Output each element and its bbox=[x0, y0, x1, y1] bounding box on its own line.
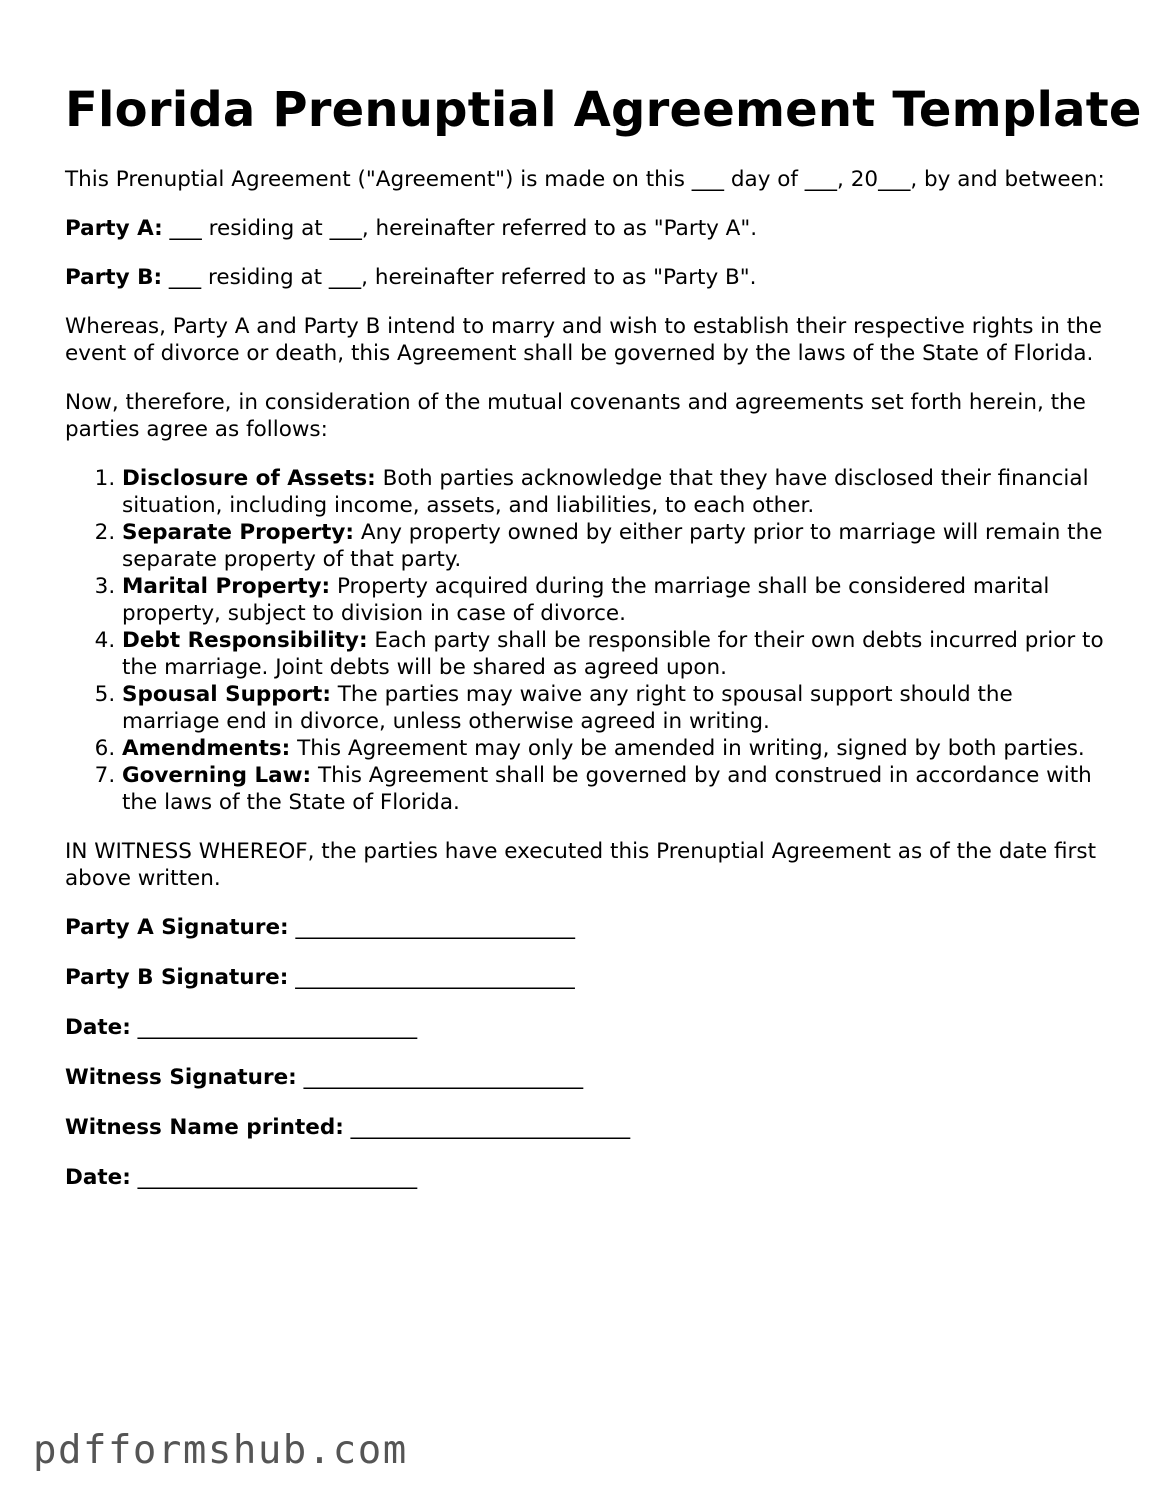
signature-label: Witness Name printed: bbox=[65, 1115, 344, 1140]
clause-title: Spousal Support: bbox=[122, 682, 331, 707]
party-a-line bbox=[65, 215, 1105, 242]
signature-label: Date: bbox=[65, 1165, 131, 1190]
clauses-list bbox=[65, 465, 1105, 816]
clause-text: This Agreement may only be amended in writing, signed by both parties. bbox=[290, 736, 1085, 761]
party-a-signature-line bbox=[65, 914, 1105, 941]
clause-item bbox=[122, 762, 1105, 816]
document-page bbox=[65, 80, 1142, 1214]
signature-blank[interactable]: __________________________ bbox=[130, 1015, 418, 1040]
party-b-text: ___ residing at ___, hereinafter referred to as "Party B". bbox=[162, 265, 757, 290]
clause-title: Disclosure of Assets: bbox=[122, 466, 376, 491]
signature-label: Date: bbox=[65, 1015, 131, 1040]
clause-text: This Agreement shall be governed by and construed in accordance with the laws of the State of Florida. bbox=[122, 763, 1092, 815]
clause-title: Debt Responsibility: bbox=[122, 628, 368, 653]
party-a-text: ___ residing at ___, hereinafter referred to as "Party A". bbox=[162, 216, 758, 241]
clause-title: Marital Property: bbox=[122, 574, 331, 599]
witness-clause: IN WITNESS WHEREOF, the parties have executed this Prenuptial Agreement as of the date first above written. bbox=[65, 839, 1097, 891]
signature-blank[interactable]: __________________________ bbox=[296, 1065, 584, 1090]
clause-text: Property acquired during the marriage shall be considered marital property, subject to division in case of divorce. bbox=[122, 574, 1050, 626]
clause-item bbox=[122, 465, 1105, 519]
party-a-label: Party A: bbox=[65, 216, 163, 241]
signature-blank[interactable]: __________________________ bbox=[288, 915, 575, 940]
clause-item bbox=[122, 519, 1105, 573]
signature-label: Party A Signature: bbox=[65, 915, 289, 940]
party-b-signature-line bbox=[65, 964, 1105, 991]
intro-paragraph: This Prenuptial Agreement ("Agreement") is made on this ___ day of ___, 20___, by and between: bbox=[65, 167, 1105, 192]
witness-name-line bbox=[65, 1114, 1105, 1141]
party-b-label: Party B: bbox=[65, 265, 163, 290]
now-therefore-paragraph: Now, therefore, in consideration of the mutual covenants and agreements set forth herein, the parties agree as follows: bbox=[65, 390, 1086, 442]
clause-text: Each party shall be responsible for their own debts incurred prior to the marriage. Joint debts will be shared as agreed upon. bbox=[122, 628, 1104, 680]
signature-blank[interactable]: __________________________ bbox=[343, 1115, 631, 1140]
witness-signature-line bbox=[65, 1064, 1105, 1091]
clause-text: Any property owned by either party prior to marriage will remain the separate property of that party. bbox=[122, 520, 1103, 572]
date-line bbox=[65, 1014, 1105, 1041]
whereas-paragraph: Whereas, Party A and Party B intend to marry and wish to establish their respective rights in the event of divorce or death, this Agreement shall be governed by the laws of the State of Florida. bbox=[65, 314, 1103, 366]
document-title: Florida Prenuptial Agreement Template bbox=[65, 82, 1142, 138]
clause-item bbox=[122, 627, 1105, 681]
witness-date-line bbox=[65, 1164, 1105, 1191]
clause-title: Governing Law: bbox=[122, 763, 312, 788]
clause-title: Amendments: bbox=[122, 736, 291, 761]
clause-item bbox=[122, 735, 1105, 762]
clause-text: The parties may waive any right to spousal support should the marriage end in divorce, unless otherwise agreed in writing. bbox=[122, 682, 1013, 734]
party-b-line bbox=[65, 264, 1105, 291]
signature-label: Party B Signature: bbox=[65, 965, 289, 990]
clause-item bbox=[122, 573, 1105, 627]
signature-blank[interactable]: __________________________ bbox=[130, 1165, 418, 1190]
clause-item bbox=[122, 681, 1105, 735]
clause-title: Separate Property: bbox=[122, 520, 355, 545]
signature-blank[interactable]: __________________________ bbox=[288, 965, 575, 990]
signature-label: Witness Signature: bbox=[65, 1065, 297, 1090]
watermark: pdfformshub.com bbox=[33, 1428, 408, 1473]
clause-text: Both parties acknowledge that they have disclosed their financial situation, including income, assets, and liabilities, to each other. bbox=[122, 466, 1089, 518]
